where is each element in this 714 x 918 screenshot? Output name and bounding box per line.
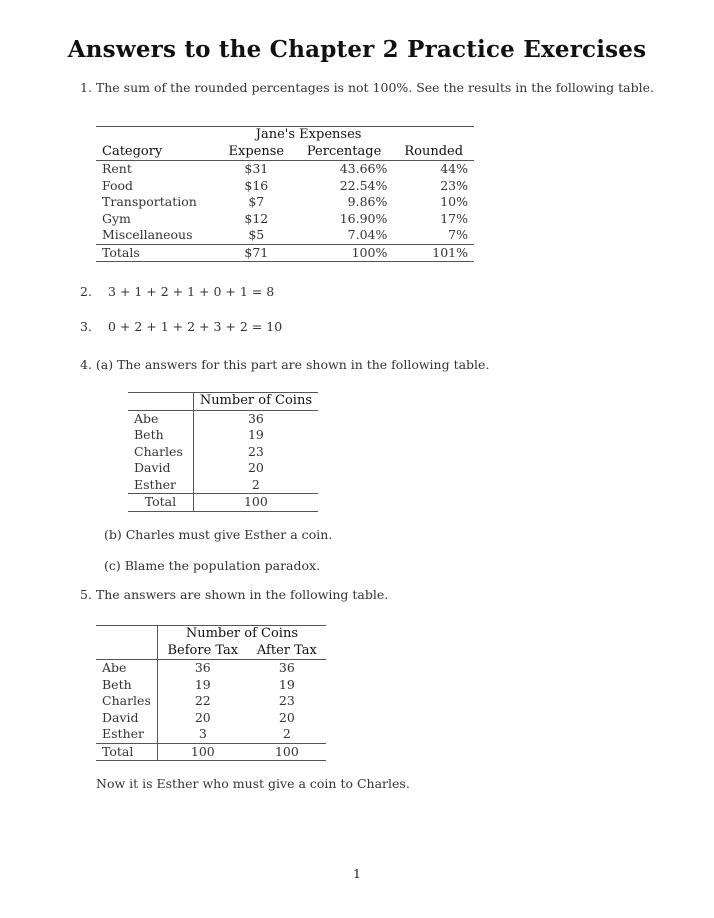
totals-label: Totals <box>102 244 140 260</box>
coins-cell: 20 <box>247 460 264 475</box>
q2-expression: 3 + 1 + 2 + 1 + 0 + 1 = 8 <box>108 284 275 299</box>
name-cell: Beth <box>96 677 157 694</box>
coins-cell: 36 <box>247 410 264 426</box>
total-value: 100 <box>243 494 268 509</box>
table-row <box>96 194 474 211</box>
total-row <box>96 743 326 761</box>
percentage-cell: 43.66% <box>339 161 388 176</box>
rounded-cell: 23% <box>440 177 468 193</box>
total-after: 100 <box>274 743 299 759</box>
coins-cell: 23 <box>247 443 264 459</box>
table-row <box>128 410 318 427</box>
coins-table <box>128 392 318 512</box>
name-cell: Esther <box>96 726 157 743</box>
table-row <box>96 161 474 178</box>
table-row <box>128 460 318 477</box>
col-percentage: Percentage <box>306 143 382 159</box>
q4-text-b: (b) Charles must give Esther a coin. <box>104 527 333 542</box>
after-cell: 23 <box>278 693 295 708</box>
expense-cell: $16 <box>244 177 269 193</box>
q4-text-c: (c) Blame the population paradox. <box>104 558 321 573</box>
q1-text: 1. The sum of the rounded percentages is not 100%. See the results in the following table. <box>80 80 654 95</box>
expense-cell: $12 <box>244 210 269 226</box>
name-cell: Beth <box>128 427 193 444</box>
coins-cell: 19 <box>247 427 264 442</box>
tax-coins-table <box>96 625 326 761</box>
col-category: Category <box>102 143 163 159</box>
after-cell: 2 <box>282 726 291 741</box>
category-cell: Food <box>102 177 134 193</box>
rounded-cell: 7% <box>448 227 468 242</box>
percentage-cell: 16.90% <box>339 210 388 226</box>
col-after-tax: After Tax <box>256 642 317 658</box>
table-row <box>96 660 326 677</box>
name-cell: Abe <box>96 660 157 677</box>
total-label: Total <box>128 494 193 512</box>
rounded-cell: 44% <box>440 161 468 176</box>
total-row <box>128 494 318 512</box>
q3-expression: 0 + 2 + 1 + 2 + 3 + 2 = 10 <box>108 319 283 334</box>
totals-row <box>96 244 474 262</box>
table-row <box>128 427 318 444</box>
total-label: Total <box>96 743 157 761</box>
category-cell: Transportation <box>102 194 197 209</box>
col-expense: Expense <box>228 143 285 159</box>
name-cell: Charles <box>128 444 193 461</box>
page-number: 1 <box>353 866 361 881</box>
percentage-cell: 22.54% <box>339 177 388 193</box>
expense-cell: $31 <box>244 161 269 176</box>
before-cell: 22 <box>194 693 211 708</box>
expense-cell: $7 <box>248 194 265 209</box>
after-cell: 20 <box>278 709 295 725</box>
before-cell: 20 <box>194 709 211 725</box>
total-before: 100 <box>190 743 215 759</box>
expense-cell: $5 <box>248 227 265 242</box>
before-cell: 19 <box>194 676 211 692</box>
after-cell: 36 <box>278 660 295 675</box>
rounded-cell: 10% <box>440 194 468 209</box>
table-row <box>96 693 326 710</box>
before-cell: 3 <box>198 726 207 741</box>
table-row <box>96 710 326 727</box>
expenses-table <box>96 126 474 262</box>
name-cell: David <box>128 460 193 477</box>
name-cell: Esther <box>128 477 193 494</box>
q5-text: 5. The answers are shown in the following table. <box>80 587 389 602</box>
after-cell: 19 <box>278 676 295 692</box>
group-number-of-coins: Number of Coins <box>185 626 299 641</box>
page-title: Answers to the Chapter 2 Practice Exercises <box>67 36 647 63</box>
expenses-caption: Jane's Expenses <box>255 127 362 142</box>
category-cell: Rent <box>102 161 132 176</box>
before-cell: 36 <box>194 660 211 675</box>
percentage-cell: 7.04% <box>347 227 388 242</box>
percentage-cell: 9.86% <box>347 194 388 209</box>
q4-text-a: 4. (a) The answers for this part are shown in the following table. <box>80 357 490 372</box>
totals-expense: $71 <box>244 244 269 260</box>
name-cell: Abe <box>128 410 193 427</box>
rounded-cell: 17% <box>440 210 468 226</box>
q5-conclusion: Now it is Esther who must give a coin to Charles. <box>96 776 410 791</box>
name-cell: David <box>96 710 157 727</box>
table-row <box>128 444 318 461</box>
totals-percentage: 100% <box>351 244 388 260</box>
table-row <box>96 211 474 228</box>
q2-number: 2. <box>80 284 92 299</box>
totals-rounded: 101% <box>432 244 468 260</box>
table-row <box>96 178 474 195</box>
category-cell: Miscellaneous <box>102 227 193 242</box>
category-cell: Gym <box>102 210 131 226</box>
col-before-tax: Before Tax <box>167 642 239 658</box>
table-row <box>96 227 474 244</box>
coins-cell: 2 <box>251 476 260 492</box>
table-row <box>128 477 318 494</box>
q3-number: 3. <box>80 319 92 334</box>
col-rounded: Rounded <box>404 143 464 159</box>
table-row <box>96 677 326 694</box>
name-cell: Charles <box>96 693 157 710</box>
col-number-of-coins: Number of Coins <box>199 393 312 408</box>
table-row <box>96 726 326 743</box>
